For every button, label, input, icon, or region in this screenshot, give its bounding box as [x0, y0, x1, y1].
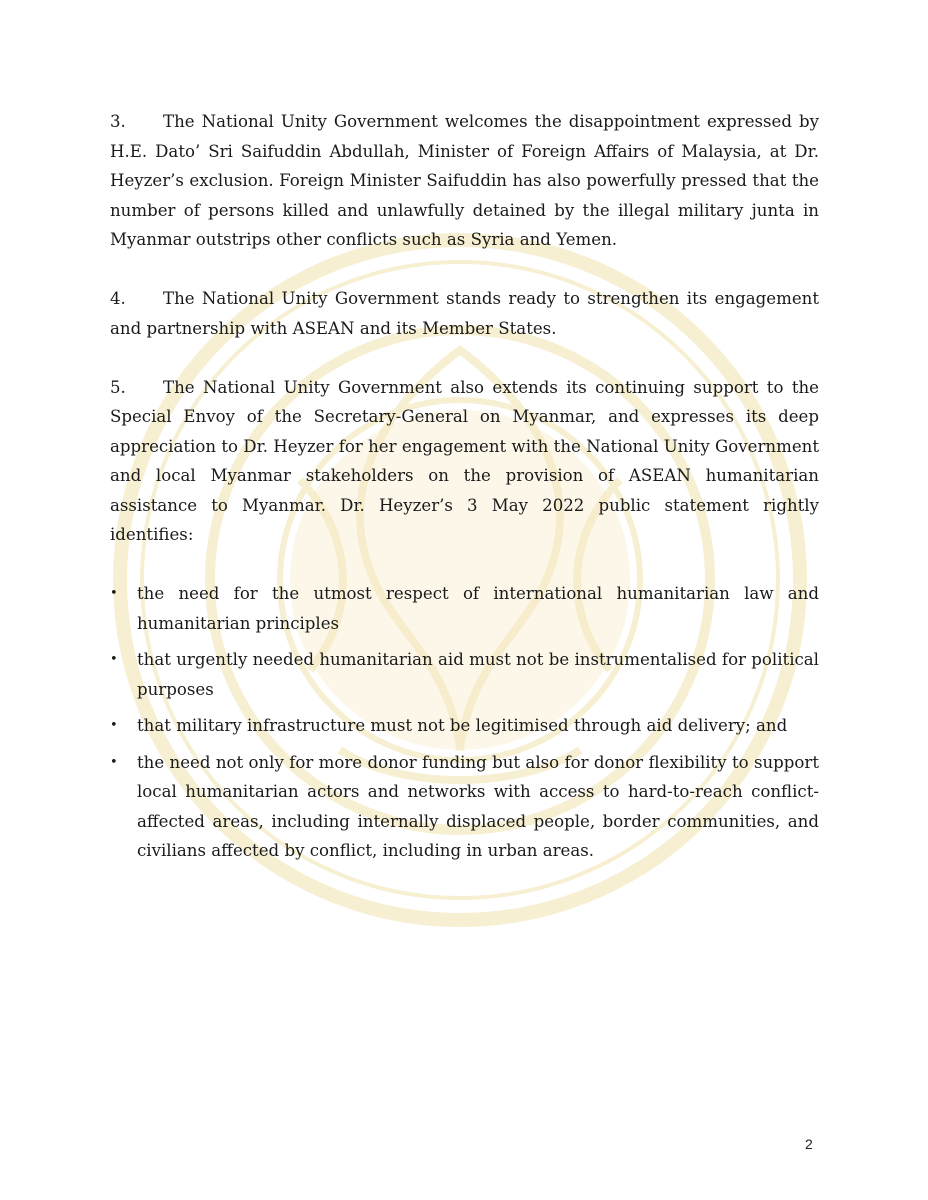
- bullet-icon: •: [110, 754, 118, 770]
- paragraph-5: [110, 373, 819, 550]
- paragraph-number: 5.: [110, 377, 126, 397]
- bullet-text: the need not only for more donor funding but also for donor flexibility to support local humanitarian actors and networks with access to hard-to-reach conflict-affected areas, including internally displaced people, border communities, and civilians affected by conflict, including in urban areas.: [137, 752, 819, 860]
- paragraph-3: [110, 107, 819, 255]
- paragraph-number: 3.: [110, 112, 126, 131]
- bullet-list: [110, 579, 819, 866]
- paragraph-text: The National Unity Government welcomes the disappointment expressed by H.E. Dato’ Sri Saifuddin Abdullah, Minister of Foreign Affairs of Malaysia, at Dr. Heyzer’s exclusion. Foreign Minister Saifuddin has also powerfully pressed that the number of persons killed and unlawfully detained by the illegal military junta in Myanmar outstrips other conflicts such as Syria and Yemen.: [110, 112, 819, 249]
- bullet-item: [110, 645, 819, 704]
- paragraph-number: 4.: [110, 289, 126, 308]
- bullet-icon: •: [110, 586, 118, 601]
- bullet-text: the need for the utmost respect of international humanitarian law and humanitarian principles: [137, 584, 819, 633]
- bullet-icon: •: [110, 652, 118, 667]
- paragraph-text: The National Unity Government also extends its continuing support to the Special Envoy of the Secretary-General on Myanmar, and expresses its deep appreciation to Dr. Heyzer for her engagement with the National Unity Government and local Myanmar stakeholders on the provision of ASEAN humanitarian assistance to Myanmar. Dr. Heyzer’s 3 May 2022 public statement rightly identifies:: [110, 377, 819, 544]
- bullet-item: [110, 748, 819, 866]
- bullet-item: [110, 579, 819, 638]
- bullet-text: that military infrastructure must not be legitimised through aid delivery; and: [137, 716, 788, 735]
- bullet-text: that urgently needed humanitarian aid must not be instrumentalised for political purposes: [137, 650, 819, 699]
- paragraph-4: [110, 284, 819, 343]
- paragraph-text: The National Unity Government stands ready to strengthen its engagement and partnership with ASEAN and its Member States.: [110, 289, 819, 338]
- bullet-icon: •: [110, 718, 118, 733]
- bullet-item: [110, 711, 819, 741]
- document-body: [110, 107, 819, 873]
- page-number: 2: [805, 1136, 813, 1152]
